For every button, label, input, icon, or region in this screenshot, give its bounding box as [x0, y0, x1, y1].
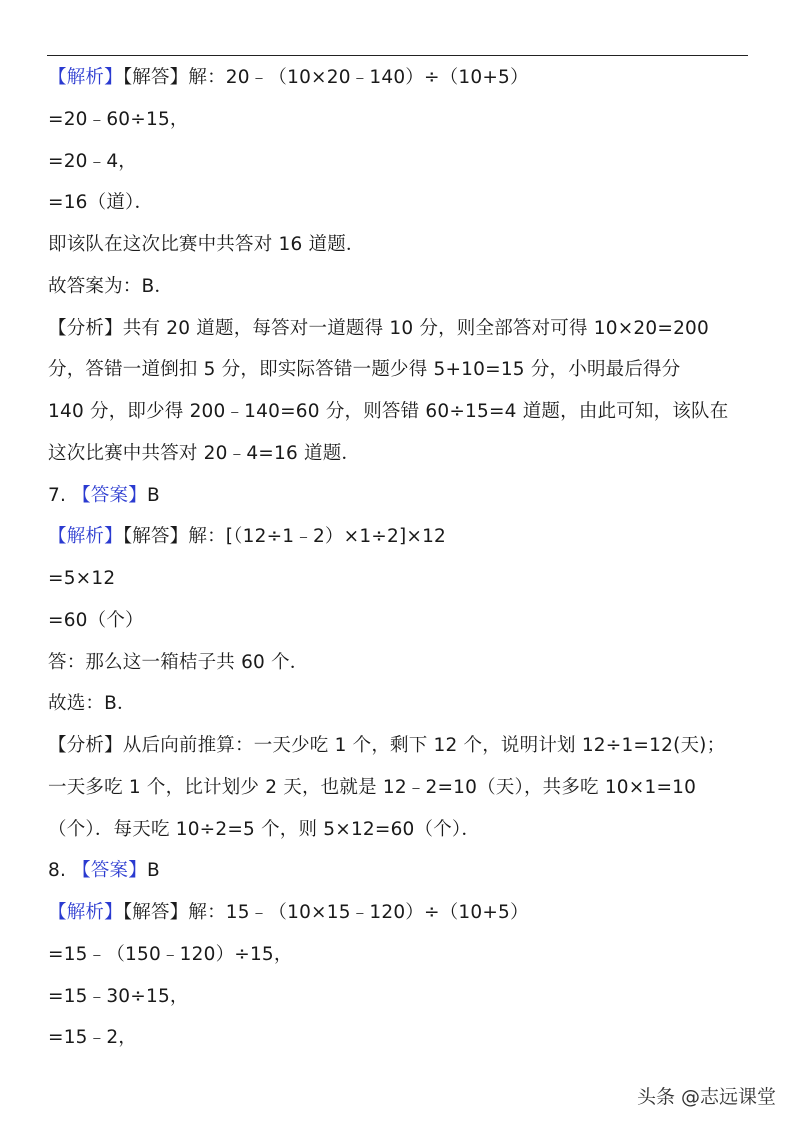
- text-line: [48, 600, 758, 642]
- line-text: 故选：B．: [48, 693, 136, 715]
- line-text: 【分析】共有 20 道题，每答对一道题得 10 分，则全部答对可得 10×20=200: [48, 317, 709, 339]
- line-text: 一天多吃 1 个，比计划少 2 天，也就是 12﹣2=10（天），共多吃 10×1=10: [48, 776, 697, 798]
- text-line: [48, 767, 758, 809]
- text-line: [48, 141, 758, 183]
- text-line: [48, 1017, 758, 1059]
- text-line: [48, 642, 758, 684]
- text-line: [48, 57, 758, 99]
- line-text: =20﹣60÷15，: [48, 108, 189, 130]
- text-line: [48, 266, 758, 308]
- text-line: [48, 391, 758, 433]
- line-text: 【解答】解：15﹣（10×15﹣120）÷（10+5）: [122, 902, 529, 923]
- line-text: 140 分，即少得 200﹣140=60 分，则答错 60÷15=4 道题，由此可知，该队在: [48, 401, 729, 422]
- line-text: =15﹣2，: [48, 1027, 138, 1049]
- text-line: [48, 558, 758, 600]
- line-text: （个）．每天吃 10÷2=5 个，则 5×12=60（个）．: [48, 818, 481, 840]
- text-line: [48, 976, 758, 1018]
- line-text: 8.: [48, 860, 73, 882]
- text-line: [48, 99, 758, 141]
- text-line: [48, 475, 758, 517]
- watermark: 头条 @志远课堂: [636, 1086, 776, 1108]
- text-line: [48, 224, 758, 266]
- line-text: 这次比赛中共答对 20﹣4=16 道题．: [48, 442, 361, 464]
- line-text: 即该队在这次比赛中共答对 16 道题．: [48, 234, 365, 255]
- text-line: [48, 725, 758, 767]
- document-body: [48, 57, 758, 1059]
- text-line: [48, 349, 758, 391]
- text-line: [48, 516, 758, 558]
- line-text: 【解答】解：20﹣（10×20﹣140）÷（10+5）: [122, 67, 529, 88]
- line-text: =15﹣30÷15，: [48, 985, 189, 1007]
- text-line: [48, 809, 758, 851]
- text-line: [48, 182, 758, 224]
- text-line: [48, 934, 758, 976]
- section-tag: 【解析】: [48, 526, 123, 548]
- line-text: 故答案为：B．: [48, 275, 174, 297]
- line-text: =60（个）: [48, 609, 144, 631]
- line-text: 【分析】从后向前推算：一天少吃 1 个，剩下 12 个，说明计划 12÷1=12(天)；: [48, 735, 726, 756]
- line-text: 答：那么这一箱桔子共 60 个．: [48, 651, 309, 673]
- text-line: [48, 850, 758, 892]
- header-rule: [47, 55, 748, 56]
- text-line: [48, 683, 758, 725]
- section-tag: 【答案】: [72, 860, 147, 882]
- text-line: [48, 433, 758, 475]
- text-line: [48, 308, 758, 350]
- line-text: 分，答错一道倒扣 5 分，即实际答错一题少得 5+10=15 分，小明最后得分: [48, 359, 681, 381]
- section-tag: 【答案】: [72, 484, 147, 506]
- text-line: [48, 892, 758, 934]
- line-text: =5×12: [48, 568, 116, 589]
- section-tag: 【解析】: [48, 67, 123, 88]
- line-text: 【解答】解：[（12÷1﹣2）×1÷2]×12: [122, 526, 447, 548]
- line-text: B: [146, 484, 160, 506]
- line-text: =15﹣（150﹣120）÷15，: [48, 943, 293, 965]
- line-text: =20﹣4，: [48, 150, 138, 172]
- line-text: 7.: [48, 484, 73, 506]
- section-tag: 【解析】: [48, 902, 123, 923]
- line-text: B: [146, 860, 160, 882]
- line-text: =16（道）．: [48, 192, 154, 214]
